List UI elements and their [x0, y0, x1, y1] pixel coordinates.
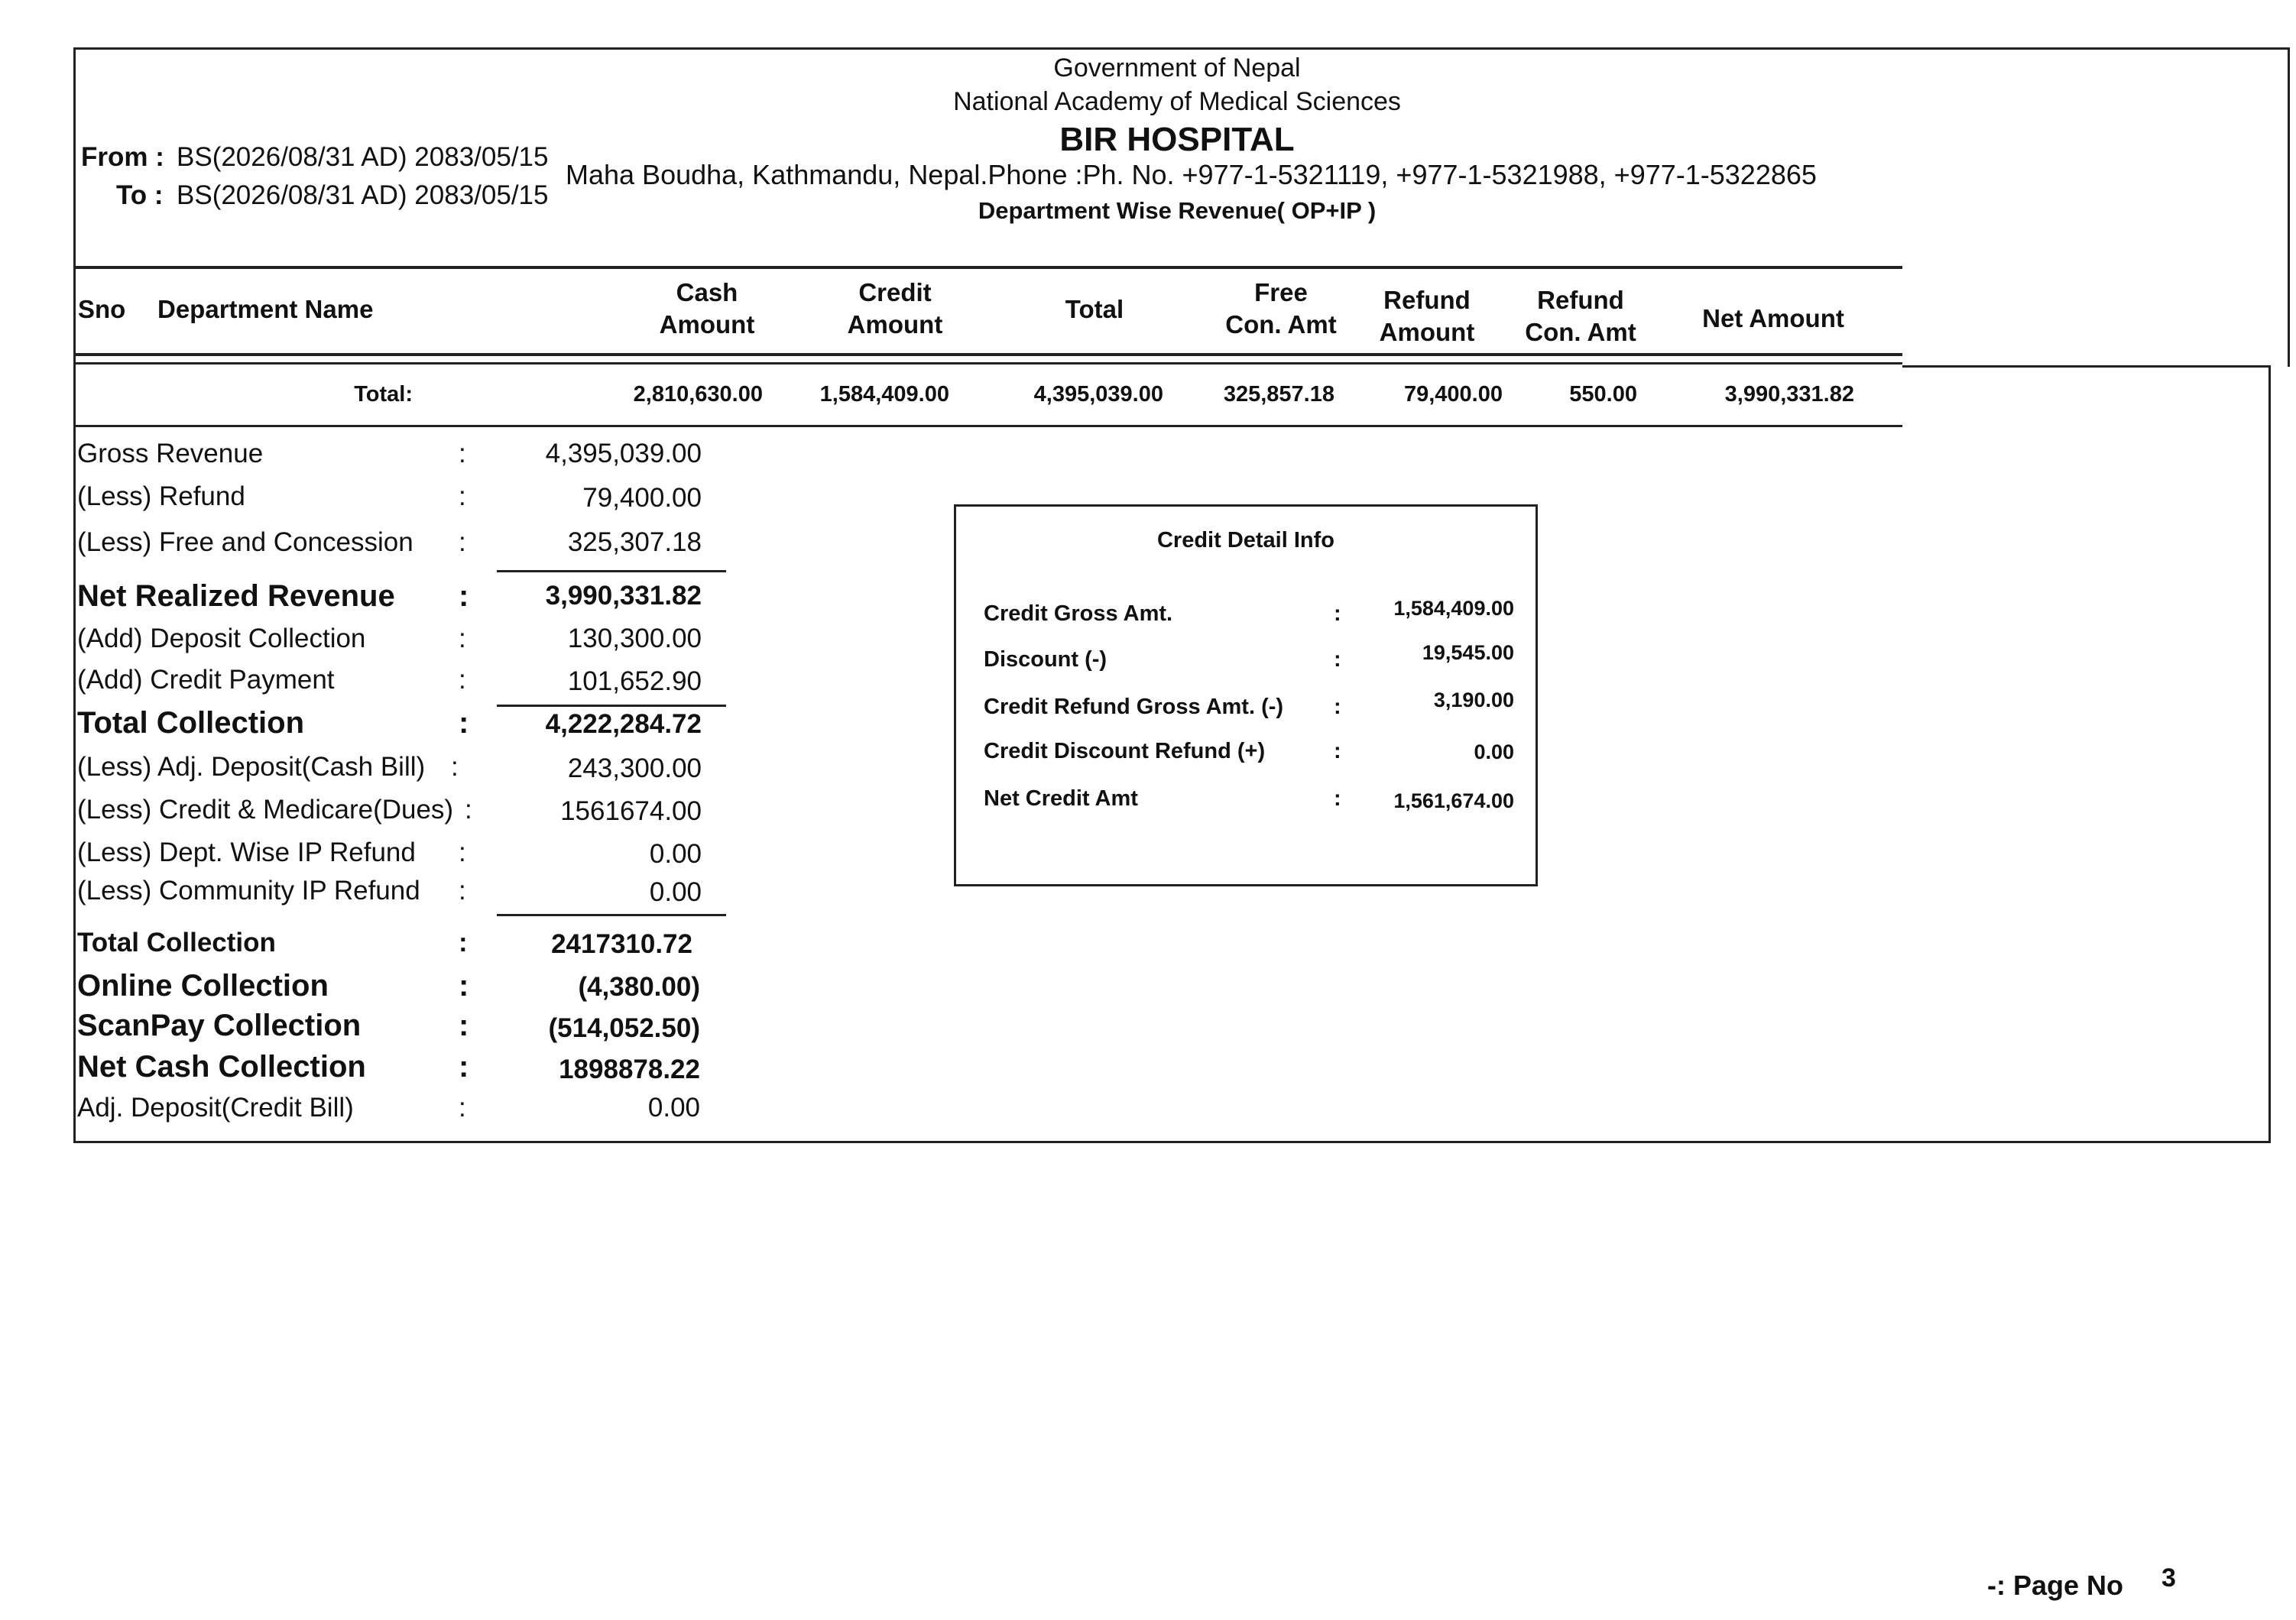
column-header-free-con-amt: Free Con. Amt — [1225, 278, 1337, 339]
summary-label-net-realized-revenue: Net Realized Revenue — [77, 579, 395, 613]
table-totals-top-rule — [76, 362, 1902, 364]
column-header-department: Department Name — [157, 295, 374, 323]
credit-colon: : — [1334, 695, 1341, 719]
summary-value-net-realized-revenue: 3,990,331.82 — [545, 581, 702, 611]
summary-colon: : — [465, 795, 472, 825]
summary-colon: : — [451, 752, 459, 782]
summary-value-add-deposit-collection: 130,300.00 — [567, 624, 702, 653]
totals-label: Total: — [354, 382, 413, 407]
summary-label-scanpay-collection: ScanPay Collection — [77, 1009, 362, 1042]
summary-value-adj-deposit-credit-bill: 0.00 — [647, 1093, 700, 1123]
column-header-credit-amount: Credit Amount — [847, 278, 943, 339]
credit-value-gross-amt: 1,584,409.00 — [1393, 597, 1514, 620]
totals-total: 4,395,039.00 — [1033, 382, 1163, 407]
credit-value-refund-gross-amt: 3,190.00 — [1433, 688, 1514, 711]
totals-net-amount: 3,990,331.82 — [1724, 382, 1854, 407]
credit-label-refund-gross-amt: Credit Refund Gross Amt. (-) — [984, 695, 1284, 719]
summary-colon: : — [459, 579, 469, 613]
summary-label-add-deposit-collection: (Add) Deposit Collection — [77, 624, 366, 653]
column-header-refund-con-amt: Refund Con. Amt — [1525, 286, 1636, 346]
summary-colon: : — [459, 1093, 466, 1123]
to-date: BS(2026/08/31 AD) 2083/05/15 — [177, 180, 549, 210]
summary-subtotal-rule — [497, 705, 726, 707]
column-header-total: Total — [1065, 295, 1124, 323]
report-title: Department Wise Revenue( OP+IP ) — [978, 197, 1377, 224]
report-border-right-lower — [2268, 365, 2271, 1143]
hospital-address: Maha Boudha, Kathmandu, Nepal.Phone :Ph. No. +977-1-5321119, +977-1-5321988, +977-1-5322865 — [566, 159, 1817, 190]
summary-colon: : — [459, 481, 466, 511]
column-header-refund-amount: Refund Amount — [1379, 286, 1475, 346]
summary-value-less-free-concession: 325,307.18 — [567, 527, 702, 557]
totals-refund-con-amt: 550.00 — [1569, 382, 1637, 407]
credit-label-discount-refund: Credit Discount Refund (+) — [984, 739, 1266, 763]
totals-cash-amount: 2,810,630.00 — [633, 382, 763, 407]
summary-colon: : — [459, 527, 466, 557]
summary-label-less-credit-medicare-dues: (Less) Credit & Medicare(Dues) — [77, 795, 454, 825]
credit-colon: : — [1334, 739, 1341, 763]
summary-value-total-collection-final: 2417310.72 — [551, 929, 692, 959]
credit-colon: : — [1334, 647, 1341, 672]
government-title: Government of Nepal — [1053, 53, 1301, 83]
column-header-net-amount: Net Amount — [1702, 304, 1844, 332]
summary-subtotal-rule — [497, 914, 726, 916]
summary-label-less-dept-wise-ip-refund: (Less) Dept. Wise IP Refund — [77, 838, 416, 867]
credit-colon: : — [1334, 786, 1341, 811]
summary-colon: : — [459, 838, 466, 867]
report-border-top — [73, 47, 2290, 50]
credit-label-discount: Discount (-) — [984, 647, 1107, 672]
summary-colon: : — [459, 439, 466, 468]
report-border-right — [2288, 47, 2290, 367]
report-border-left — [73, 47, 76, 1143]
table-header-bottom-rule — [76, 353, 1902, 356]
summary-colon: : — [459, 1009, 469, 1042]
summary-value-less-refund: 79,400.00 — [582, 483, 702, 513]
summary-value-add-credit-payment: 101,652.90 — [567, 666, 702, 696]
from-date: BS(2026/08/31 AD) 2083/05/15 — [177, 142, 549, 172]
credit-colon: : — [1334, 601, 1341, 626]
summary-label-online-collection: Online Collection — [77, 969, 329, 1003]
column-header-sno: Sno — [78, 295, 126, 323]
summary-value-total-collection: 4,222,284.72 — [545, 709, 702, 739]
from-label: From : — [81, 142, 164, 172]
page-number: 3 — [2161, 1563, 2176, 1592]
table-header-extension-rule — [1902, 365, 2271, 368]
credit-value-net-credit-amt: 1,561,674.00 — [1393, 789, 1514, 812]
totals-refund-amount: 79,400.00 — [1403, 382, 1503, 407]
credit-label-gross-amt: Credit Gross Amt. — [984, 601, 1173, 626]
credit-detail-title: Credit Detail Info — [1156, 528, 1334, 552]
summary-label-gross-revenue: Gross Revenue — [77, 439, 264, 468]
summary-value-less-community-ip-refund: 0.00 — [649, 877, 702, 907]
hospital-name: BIR HOSPITAL — [1059, 121, 1295, 158]
summary-value-net-cash-collection: 1898878.22 — [559, 1055, 700, 1084]
summary-label-total-collection-final: Total Collection — [77, 928, 276, 957]
summary-label-less-free-concession: (Less) Free and Concession — [77, 527, 413, 557]
credit-label-net-credit-amt: Net Credit Amt — [984, 786, 1138, 811]
summary-value-less-dept-wise-ip-refund: 0.00 — [649, 839, 702, 869]
summary-label-less-community-ip-refund: (Less) Community IP Refund — [77, 876, 420, 906]
totals-free-con-amt: 325,857.18 — [1223, 382, 1334, 407]
summary-label-less-adj-deposit-cash-bill: (Less) Adj. Deposit(Cash Bill) — [77, 752, 426, 782]
page-number-label: -: Page No — [1987, 1570, 2124, 1601]
summary-value-less-adj-deposit-cash-bill: 243,300.00 — [567, 753, 702, 783]
to-label: To : — [116, 180, 164, 210]
summary-subtotal-rule — [497, 570, 726, 572]
summary-label-total-collection: Total Collection — [77, 706, 305, 740]
column-header-cash-amount: Cash Amount — [659, 278, 755, 339]
summary-label-add-credit-payment: (Add) Credit Payment — [77, 665, 335, 695]
credit-value-discount-refund: 0.00 — [1474, 740, 1514, 763]
summary-label-less-refund: (Less) Refund — [77, 481, 245, 511]
table-header-top-rule — [76, 266, 1902, 269]
summary-colon: : — [459, 624, 466, 653]
summary-colon: : — [459, 969, 469, 1003]
academy-title: National Academy of Medical Sciences — [953, 87, 1401, 116]
summary-value-less-credit-medicare-dues: 1561674.00 — [560, 796, 702, 826]
summary-colon: : — [459, 876, 466, 906]
summary-value-online-collection: (4,380.00) — [578, 972, 700, 1002]
summary-colon: : — [459, 928, 468, 957]
totals-credit-amount: 1,584,409.00 — [819, 382, 949, 407]
summary-label-net-cash-collection: Net Cash Collection — [77, 1050, 366, 1084]
summary-colon: : — [459, 1050, 469, 1084]
report-border-bottom — [73, 1141, 2271, 1143]
summary-value-scanpay-collection: (514,052.50) — [548, 1013, 700, 1043]
summary-colon: : — [459, 665, 466, 695]
summary-value-gross-revenue: 4,395,039.00 — [545, 439, 702, 468]
credit-value-discount: 19,545.00 — [1422, 641, 1514, 664]
credit-detail-box — [954, 504, 1538, 886]
summary-label-adj-deposit-credit-bill: Adj. Deposit(Credit Bill) — [77, 1093, 354, 1123]
summary-colon: : — [459, 706, 469, 740]
table-totals-bottom-rule — [76, 425, 1902, 427]
